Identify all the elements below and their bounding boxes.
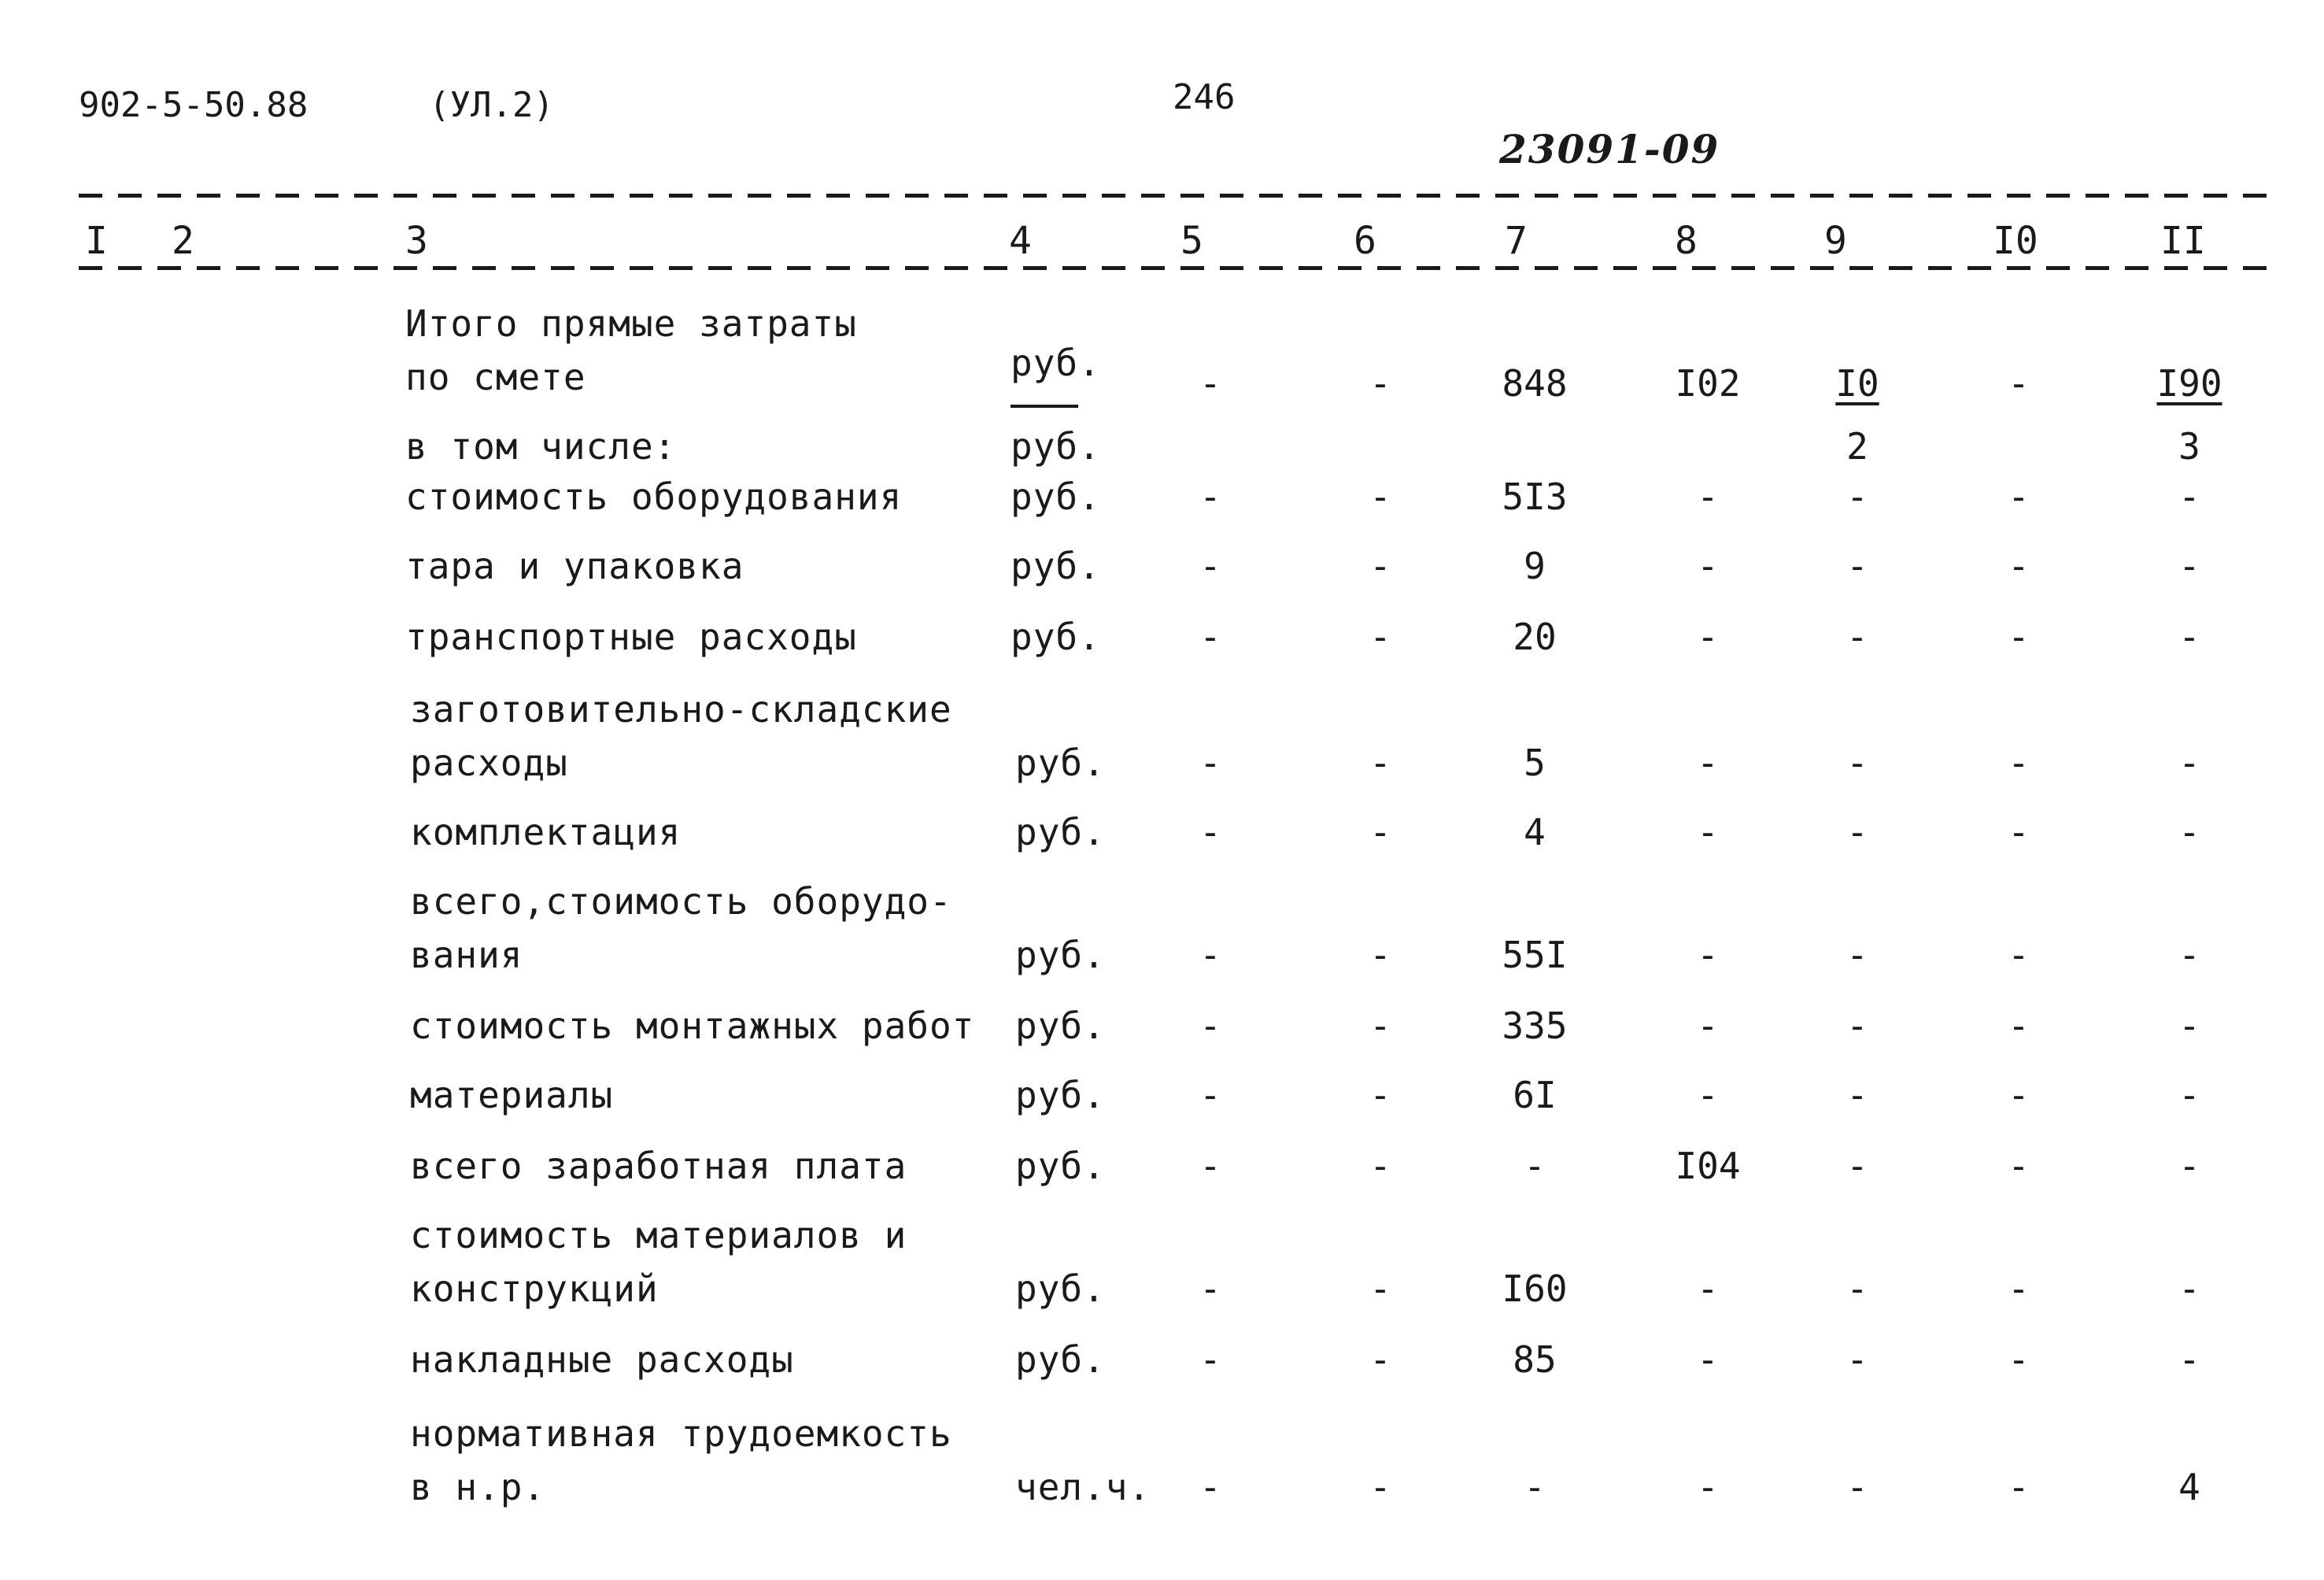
value-cell-c5: - [1199,475,1221,518]
value-cell-c8: - [1697,1466,1719,1508]
value-cell-c11: I90 [2156,362,2222,405]
value-cell-c6: - [1369,1466,1391,1508]
value-cell-c11: - [2178,616,2200,658]
value-cell-c9: - [1846,811,1868,853]
value-cell-c9: - [1846,545,1868,587]
value-cell-c5: - [1199,545,1221,587]
value-cell-c5: - [1199,1005,1221,1047]
value-cell-c10: - [2008,811,2030,853]
unit-cell: чел.ч. [1015,1466,1151,1508]
value-cell-c10: - [2008,475,2030,518]
column-number: 3 [405,219,428,263]
value-cell-c8: - [1697,1267,1719,1310]
value-cell-c11: 3 [2178,425,2200,468]
value-cell-c10: - [2008,1005,2030,1047]
value-cell-c6: - [1369,1338,1391,1381]
value-cell-c8: - [1697,742,1719,784]
row-label: всего заработная плата [410,1145,907,1187]
top-dashed-rule [79,194,2267,198]
value-cell-c8: - [1697,1074,1719,1116]
value-cell-c8: I04 [1675,1145,1741,1187]
column-number: I0 [1993,219,2038,263]
value-cell-c8: - [1697,811,1719,853]
value-cell-c8: - [1697,616,1719,658]
value-cell-c5: - [1199,811,1221,853]
unit-cell: руб. [1011,425,1101,468]
value-cell-c8: - [1697,1005,1719,1047]
column-number: 6 [1354,219,1376,263]
value-cell-c9: - [1846,934,1868,976]
value-cell-c10: - [2008,1145,2030,1187]
row-label: всего,стоимость оборудо- [410,880,952,923]
unit-cell: руб. [1015,811,1106,853]
value-cell-c7: I60 [1502,1267,1568,1310]
row-label: тара и упаковка [405,545,744,587]
value-cell-c7: 9 [1524,545,1546,587]
value-cell-c7: - [1524,1466,1546,1508]
value-cell-c5: - [1199,616,1221,658]
value-cell-c11: 4 [2178,1466,2200,1508]
row-label: накладные расходы [410,1338,794,1381]
column-number: 4 [1009,219,1032,263]
column-number: 5 [1180,219,1203,263]
unit-cell: руб. [1011,475,1101,518]
row-label: комплектация [410,811,682,853]
value-cell-c6: - [1369,1005,1391,1047]
value-cell-c6: - [1369,811,1391,853]
value-cell-c5: - [1199,1338,1221,1381]
value-cell-c7: 6I [1513,1074,1557,1116]
row-label: стоимость материалов и [410,1214,907,1256]
unit-cell: руб. [1015,1145,1106,1187]
value-cell-c10: - [2008,1466,2030,1508]
value-cell-c7: 4 [1524,811,1546,853]
value-cell-c6: - [1369,475,1391,518]
value-cell-c10: - [2008,362,2030,405]
value-cell-c7: 848 [1502,362,1568,405]
value-cell-c11: - [2178,1338,2200,1381]
value-cell-c10: - [2008,934,2030,976]
row-label: конструкций [410,1267,659,1310]
value-cell-c7: - [1524,1145,1546,1187]
row-label: нормативная трудоемкость [410,1412,952,1455]
value-cell-c10: - [2008,545,2030,587]
value-cell-c8: - [1697,545,1719,587]
document-code: 902-5-50.88 [79,85,309,125]
value-cell-c9: I0 [1835,362,1879,405]
value-cell-c11: - [2178,1074,2200,1116]
unit-cell: руб. [1015,934,1106,976]
inventory-stamp: 23091-09 [1499,126,1720,172]
unit-cell: руб. [1011,616,1101,658]
value-cell-c9: - [1846,1338,1868,1381]
row-label: стоимость оборудования [405,475,903,518]
unit-cell: руб. [1015,742,1106,784]
value-cell-c9: - [1846,1005,1868,1047]
value-cell-c11: - [2178,934,2200,976]
column-number: 8 [1675,219,1698,263]
row-label: транспортные расходы [405,616,857,658]
value-cell-c11: - [2178,1267,2200,1310]
value-cell-c6: - [1369,742,1391,784]
value-cell-c8: - [1697,1338,1719,1381]
row-label: расходы [410,742,568,784]
unit-cell: руб. [1015,1267,1106,1310]
value-cell-c7: 5I3 [1502,475,1568,518]
value-cell-c7: 55I [1502,934,1568,976]
value-cell-c5: - [1199,1074,1221,1116]
value-cell-c5: - [1199,934,1221,976]
value-cell-c7: 5 [1524,742,1546,784]
value-cell-c11: - [2178,545,2200,587]
value-cell-c10: - [2008,1338,2030,1381]
column-number: I [85,219,108,263]
value-cell-c7: 335 [1502,1005,1568,1047]
value-cell-c11: - [2178,1145,2200,1187]
row-label: материалы [410,1074,614,1116]
value-cell-c6: - [1369,1074,1391,1116]
value-cell-c10: - [2008,1074,2030,1116]
value-cell-c10: - [2008,742,2030,784]
value-cell-c9: - [1846,616,1868,658]
unit-cell: руб. [1015,1074,1106,1116]
value-cell-c9: - [1846,475,1868,518]
value-cell-c9: - [1846,1074,1868,1116]
row-label: вания [410,934,523,976]
value-cell-c6: - [1369,1145,1391,1187]
value-cell-c5: - [1199,742,1221,784]
value-cell-c10: - [2008,616,2030,658]
row-label: Итого прямые затраты [405,302,857,345]
value-cell-c6: - [1369,362,1391,405]
value-cell-c6: - [1369,616,1391,658]
value-cell-c6: - [1369,1267,1391,1310]
value-cell-c10: - [2008,1267,2030,1310]
value-cell-c5: - [1199,1466,1221,1508]
value-cell-c11: - [2178,742,2200,784]
value-cell-c5: - [1199,362,1221,405]
value-cell-c11: - [2178,1005,2200,1047]
value-cell-c8: - [1697,934,1719,976]
header-dashed-rule [79,266,2267,270]
unit-fraction-line [1011,405,1078,408]
column-number: 2 [172,219,194,263]
value-cell-c11: - [2178,811,2200,853]
column-number: II [2160,219,2206,263]
value-cell-c11: - [2178,475,2200,518]
row-label: в н.р. [410,1466,546,1508]
unit-cell: руб. [1011,545,1101,587]
value-cell-c9: - [1846,1145,1868,1187]
value-cell-c7: 20 [1513,616,1557,658]
value-cell-c6: - [1369,934,1391,976]
row-label: стоимость монтажных работ [410,1005,975,1047]
value-cell-c5: - [1199,1267,1221,1310]
row-label: заготовительно-складские [410,688,952,731]
row-label: по смете [405,356,586,398]
page-number: 246 [1173,77,1236,117]
column-number: 9 [1824,219,1847,263]
value-cell-c5: - [1199,1145,1221,1187]
unit-cell: руб. [1011,342,1101,384]
value-cell-c6: - [1369,545,1391,587]
unit-cell: руб. [1015,1338,1106,1381]
value-cell-c9: - [1846,1466,1868,1508]
value-cell-c9: 2 [1846,425,1868,468]
value-cell-c9: - [1846,1267,1868,1310]
album-number: (УЛ.2) [429,85,554,125]
row-label: в том числе: [405,425,677,468]
value-cell-c7: 85 [1513,1338,1557,1381]
unit-cell: руб. [1015,1005,1106,1047]
value-cell-c9: - [1846,742,1868,784]
column-number: 7 [1505,219,1528,263]
value-cell-c8: - [1697,475,1719,518]
value-cell-c8: I02 [1675,362,1741,405]
